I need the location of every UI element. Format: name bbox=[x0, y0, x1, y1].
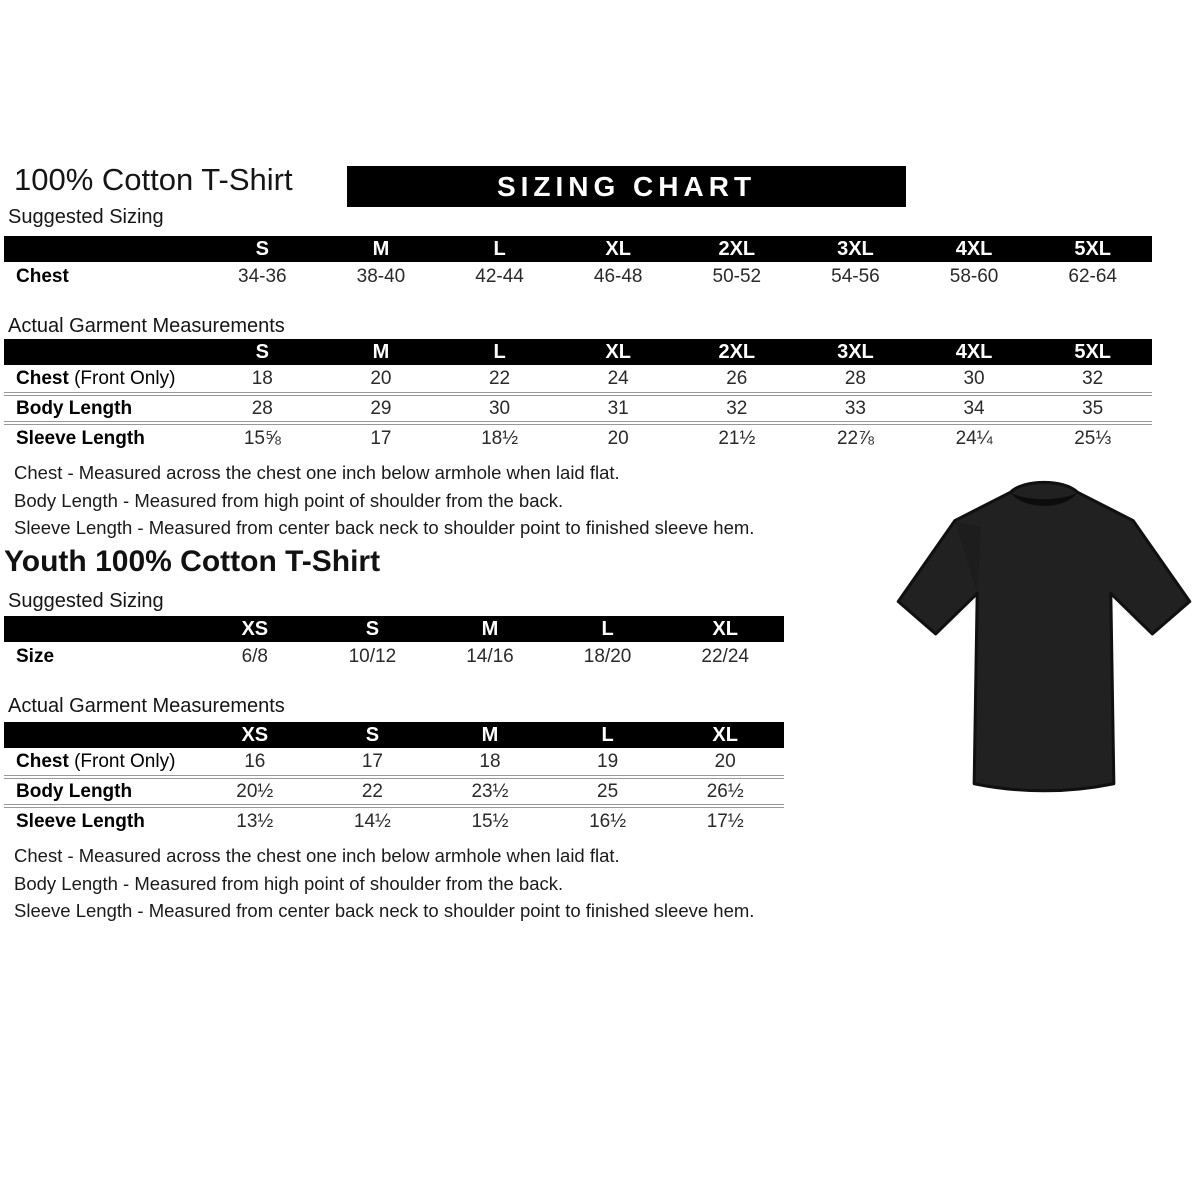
measurement-cell: 21½ bbox=[718, 427, 756, 449]
table-row bbox=[4, 423, 1152, 452]
size-column-header: 2XL bbox=[718, 237, 756, 260]
measurement-cell: 16 bbox=[244, 750, 266, 772]
measurement-cell: 38-40 bbox=[356, 265, 406, 287]
measurement-cell: 20 bbox=[714, 750, 736, 772]
youth-suggested-sizing-table bbox=[4, 616, 784, 671]
size-header-row bbox=[4, 236, 1152, 262]
row-label-header bbox=[4, 339, 203, 365]
table-row bbox=[4, 642, 784, 671]
measurement-cell: 19 bbox=[597, 750, 619, 772]
row-label: Size bbox=[16, 645, 55, 667]
size-column-header: XS bbox=[241, 617, 269, 640]
measurement-cell: 26½ bbox=[706, 780, 744, 802]
measurement-cell: 6/8 bbox=[241, 645, 268, 667]
youth-actual-measurements-table bbox=[4, 722, 784, 835]
measurement-note: Sleeve Length - Measured from center back neck to shoulder point to finished sleeve hem. bbox=[14, 900, 755, 921]
table-row bbox=[4, 748, 784, 777]
size-column-header: S bbox=[255, 237, 269, 260]
youth-page-title: Youth 100% Cotton T-Shirt bbox=[4, 545, 381, 578]
size-column-header: L bbox=[493, 237, 506, 260]
row-label: Chest bbox=[16, 265, 69, 287]
measurement-cell: 16½ bbox=[589, 810, 627, 832]
table-row bbox=[4, 777, 784, 806]
measurement-cell: 24¼ bbox=[955, 427, 993, 449]
measurement-cell: 10/12 bbox=[348, 645, 397, 667]
size-header-row bbox=[4, 616, 784, 642]
size-column-header: 3XL bbox=[837, 340, 874, 363]
sizing-chart-banner bbox=[347, 166, 906, 207]
measurement-cell: 34 bbox=[963, 397, 985, 419]
adult-actual-measurements-label: Actual Garment Measurements bbox=[8, 315, 285, 337]
measurement-cell: 42-44 bbox=[475, 265, 524, 287]
measurement-cell: 18½ bbox=[481, 427, 519, 449]
measurement-cell: 17 bbox=[370, 427, 392, 449]
measurement-cell: 23½ bbox=[471, 780, 509, 802]
measurement-cell: 29 bbox=[370, 397, 392, 419]
measurement-note: Body Length - Measured from high point of shoulder from the back. bbox=[14, 489, 564, 511]
measurement-cell: 22/24 bbox=[701, 645, 749, 667]
measurement-cell: 30 bbox=[488, 397, 511, 419]
size-header-row bbox=[4, 339, 1152, 365]
row-label: Chest (Front Only) bbox=[16, 750, 176, 772]
measurement-cell: 30 bbox=[963, 367, 985, 389]
size-column-header: S bbox=[365, 723, 380, 746]
measurement-cell: 34-36 bbox=[238, 265, 287, 287]
adult-suggested-sizing-label: Suggested Sizing bbox=[8, 206, 164, 228]
measurement-cell: 58-60 bbox=[949, 265, 999, 287]
tshirt-body bbox=[898, 482, 1189, 790]
adult-actual-measurements-table bbox=[4, 339, 1152, 452]
table-row bbox=[4, 262, 1152, 291]
measurement-cell: 22⅞ bbox=[836, 427, 874, 449]
size-column-header: L bbox=[601, 723, 614, 746]
measurement-cell: 14/16 bbox=[466, 645, 514, 667]
size-column-header: XL bbox=[712, 723, 738, 746]
size-column-header: 4XL bbox=[955, 340, 993, 363]
measurement-cell: 22 bbox=[361, 780, 383, 802]
measurement-cell: 25 bbox=[597, 780, 619, 802]
table-row bbox=[4, 365, 1152, 394]
banner-label: SIZING CHART bbox=[496, 170, 757, 202]
table-row bbox=[4, 394, 1152, 423]
size-column-header: 2XL bbox=[718, 340, 756, 363]
size-column-header: L bbox=[601, 617, 614, 640]
measurement-cell: 28 bbox=[844, 367, 866, 389]
measurement-cell: 18 bbox=[479, 750, 501, 772]
measurement-cell: 62-64 bbox=[1068, 265, 1117, 287]
measurement-cell: 13½ bbox=[236, 810, 274, 832]
measurement-cell: 32 bbox=[726, 397, 748, 419]
measurement-cell: 17½ bbox=[706, 810, 744, 832]
row-label-header bbox=[4, 722, 196, 748]
adult-suggested-sizing-table bbox=[4, 236, 1152, 291]
measurement-cell: 15½ bbox=[471, 810, 509, 832]
measurement-cell: 46-48 bbox=[593, 265, 643, 287]
youth-actual-measurements-label: Actual Garment Measurements bbox=[8, 695, 285, 717]
measurement-cell: 32 bbox=[1082, 367, 1104, 389]
size-column-header: 3XL bbox=[837, 237, 874, 260]
size-column-header: M bbox=[372, 340, 390, 363]
measurement-cell: 18/20 bbox=[583, 645, 632, 667]
measurement-note: Chest - Measured across the chest one inch below armhole when laid flat. bbox=[14, 462, 620, 483]
measurement-cell: 18 bbox=[251, 367, 273, 389]
measurement-cell: 20 bbox=[370, 367, 392, 389]
measurement-cell: 54-56 bbox=[831, 265, 880, 287]
measurement-note: Body Length - Measured from high point of shoulder from the back. bbox=[14, 872, 564, 894]
measurement-cell: 31 bbox=[607, 397, 629, 419]
row-label-header bbox=[4, 236, 203, 262]
adult-measurement-notes bbox=[14, 459, 754, 542]
row-label: Body Length bbox=[16, 780, 133, 802]
row-label: Body Length bbox=[16, 397, 133, 419]
row-label: Sleeve Length bbox=[16, 810, 145, 832]
size-column-header: 4XL bbox=[955, 237, 993, 260]
measurement-cell: 35 bbox=[1082, 397, 1104, 419]
size-column-header: M bbox=[481, 617, 499, 640]
size-column-header: M bbox=[372, 237, 390, 260]
measurement-cell: 20 bbox=[607, 427, 629, 449]
measurement-cell: 22 bbox=[488, 367, 511, 389]
row-label-header bbox=[4, 616, 196, 642]
row-label: Chest (Front Only) bbox=[16, 367, 176, 389]
measurement-cell: 50-52 bbox=[712, 265, 762, 287]
size-column-header: L bbox=[493, 340, 506, 363]
measurement-cell: 14½ bbox=[353, 810, 391, 832]
tshirt-graphic bbox=[890, 474, 1198, 808]
size-column-header: XL bbox=[605, 237, 631, 260]
measurement-cell: 17 bbox=[361, 750, 383, 772]
size-column-header: 5XL bbox=[1074, 237, 1112, 260]
table-row bbox=[4, 806, 784, 835]
size-column-header: XL bbox=[605, 340, 631, 363]
measurement-cell: 20½ bbox=[236, 780, 274, 802]
size-column-header: M bbox=[481, 723, 499, 746]
size-column-header: 5XL bbox=[1074, 340, 1112, 363]
size-column-header: XS bbox=[241, 723, 269, 746]
row-label-suffix: (Front Only) bbox=[68, 367, 176, 389]
measurement-cell: 28 bbox=[251, 397, 273, 419]
measurement-cell: 26 bbox=[726, 367, 748, 389]
measurement-cell: 33 bbox=[844, 397, 866, 419]
measurement-cell: 15⅝ bbox=[243, 427, 281, 449]
size-column-header: XL bbox=[712, 617, 738, 640]
page-title: 100% Cotton T-Shirt bbox=[14, 162, 293, 197]
measurement-cell: 25⅓ bbox=[1074, 427, 1112, 449]
size-column-header: S bbox=[255, 340, 269, 363]
row-label-suffix: (Front Only) bbox=[68, 750, 176, 772]
measurement-note: Sleeve Length - Measured from center back neck to shoulder point to finished sleeve hem. bbox=[14, 517, 755, 538]
measurement-note: Chest - Measured across the chest one inch below armhole when laid flat. bbox=[14, 845, 620, 866]
size-column-header: S bbox=[365, 617, 380, 640]
youth-measurement-notes bbox=[14, 842, 754, 925]
size-header-row bbox=[4, 722, 784, 748]
row-label: Sleeve Length bbox=[16, 427, 145, 449]
youth-suggested-sizing-label: Suggested Sizing bbox=[8, 590, 164, 612]
black-tshirt-image bbox=[890, 474, 1198, 808]
measurement-cell: 24 bbox=[607, 367, 629, 389]
